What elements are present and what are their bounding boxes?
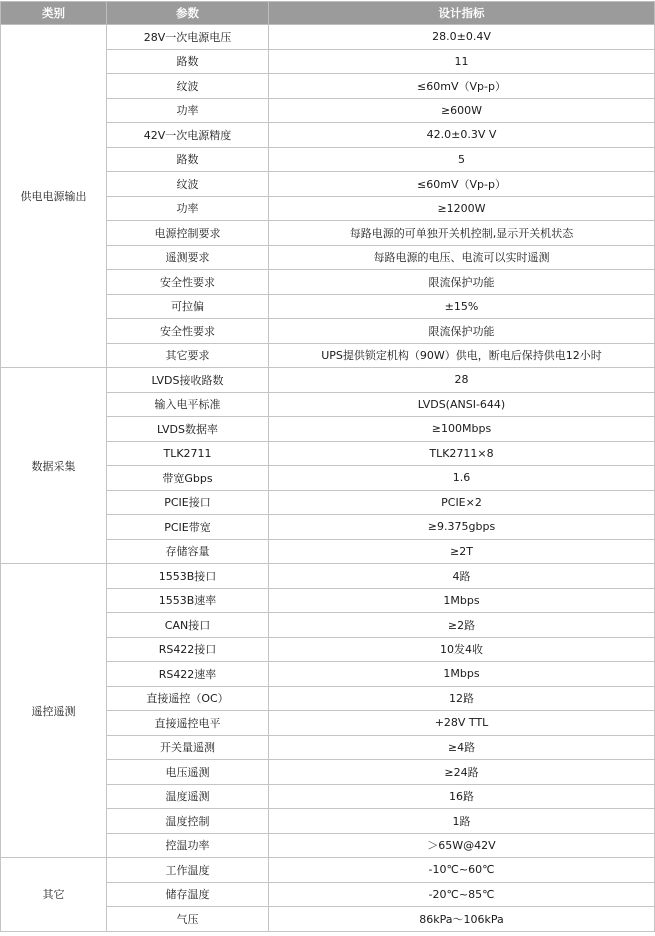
spec-value-cell: TLK2711×8: [269, 441, 655, 466]
spec-value-cell: 每路电源的可单独开关机控制,显示开关机状态: [269, 221, 655, 246]
spec-value-cell: 11: [269, 49, 655, 74]
parameter-cell: 直接遥控电平: [107, 711, 269, 736]
spec-value-cell: 42.0±0.3V V: [269, 123, 655, 148]
parameter-cell: 带宽Gbps: [107, 466, 269, 491]
spec-value-cell: ≥9.375gbps: [269, 515, 655, 540]
parameter-cell: 其它要求: [107, 343, 269, 368]
parameter-cell: 开关量遥测: [107, 735, 269, 760]
spec-value-cell: -20℃~85℃: [269, 882, 655, 907]
table-header: [1, 2, 655, 25]
parameter-cell: TLK2711: [107, 441, 269, 466]
spec-value-cell: 限流保护功能: [269, 270, 655, 295]
category-cell: 数据采集: [1, 368, 107, 564]
spec-value-cell: 12路: [269, 686, 655, 711]
spec-value-cell: 每路电源的电压、电流可以实时遥测: [269, 245, 655, 270]
spec-value-cell: ≥600W: [269, 98, 655, 123]
parameter-cell: 纹波: [107, 172, 269, 197]
category-cell: 其它: [1, 858, 107, 932]
parameter-cell: 电压遥测: [107, 760, 269, 785]
parameter-cell: 安全性要求: [107, 270, 269, 295]
spec-value-cell: 28: [269, 368, 655, 393]
category-cell: 遥控遥测: [1, 564, 107, 858]
category-cell: 供电电源输出: [1, 25, 107, 368]
parameter-cell: 功率: [107, 98, 269, 123]
spec-value-cell: PCIE×2: [269, 490, 655, 515]
header-parameter: 参数: [107, 2, 269, 25]
parameter-cell: LVDS接收路数: [107, 368, 269, 393]
table-row: [1, 25, 655, 50]
parameter-cell: 1553B接口: [107, 564, 269, 589]
spec-value-cell: 4路: [269, 564, 655, 589]
spec-value-cell: ≥24路: [269, 760, 655, 785]
spec-value-cell: 1路: [269, 809, 655, 834]
parameter-cell: 气压: [107, 907, 269, 932]
parameter-cell: RS422接口: [107, 637, 269, 662]
parameter-cell: CAN接口: [107, 613, 269, 638]
parameter-cell: 路数: [107, 49, 269, 74]
header-row: [1, 2, 655, 25]
parameter-cell: 1553B速率: [107, 588, 269, 613]
parameter-cell: 温度遥测: [107, 784, 269, 809]
parameter-cell: 控温功率: [107, 833, 269, 858]
parameter-cell: 42V一次电源精度: [107, 123, 269, 148]
parameter-cell: 储存温度: [107, 882, 269, 907]
spec-value-cell: ≥100Mbps: [269, 417, 655, 442]
parameter-cell: 直接遥控（OC）: [107, 686, 269, 711]
parameter-cell: 输入电平标准: [107, 392, 269, 417]
spec-value-cell: ≥4路: [269, 735, 655, 760]
spec-value-cell: ±15%: [269, 294, 655, 319]
table-body: [1, 25, 655, 932]
parameter-cell: 路数: [107, 147, 269, 172]
spec-value-cell: 16路: [269, 784, 655, 809]
header-category: 类别: [1, 2, 107, 25]
parameter-cell: 工作温度: [107, 858, 269, 883]
table-row: [1, 858, 655, 883]
parameter-cell: 安全性要求: [107, 319, 269, 344]
spec-value-cell: ≥2T: [269, 539, 655, 564]
spec-value-cell: ≤60mV（Vp-p）: [269, 74, 655, 99]
parameter-cell: 存储容量: [107, 539, 269, 564]
header-spec: 设计指标: [269, 2, 655, 25]
spec-value-cell: 10发4收: [269, 637, 655, 662]
spec-value-cell: 限流保护功能: [269, 319, 655, 344]
table-row: [1, 564, 655, 589]
spec-value-cell: ＞65W@42V: [269, 833, 655, 858]
parameter-cell: PCIE接口: [107, 490, 269, 515]
parameter-cell: PCIE带宽: [107, 515, 269, 540]
spec-value-cell: ≥1200W: [269, 196, 655, 221]
spec-value-cell: ≤60mV（Vp-p）: [269, 172, 655, 197]
spec-value-cell: +28V TTL: [269, 711, 655, 736]
parameter-cell: 温度控制: [107, 809, 269, 834]
parameter-cell: 电源控制要求: [107, 221, 269, 246]
parameter-cell: 可拉偏: [107, 294, 269, 319]
spec-value-cell: ≥2路: [269, 613, 655, 638]
table-row: [1, 368, 655, 393]
parameter-cell: 功率: [107, 196, 269, 221]
spec-value-cell: 1Mbps: [269, 662, 655, 687]
parameter-cell: LVDS数据率: [107, 417, 269, 442]
parameter-cell: 28V一次电源电压: [107, 25, 269, 50]
spec-value-cell: UPS提供锁定机构（90W）供电，断电后保持供电12小时: [269, 343, 655, 368]
parameter-cell: RS422速率: [107, 662, 269, 687]
spec-value-cell: 28.0±0.4V: [269, 25, 655, 50]
spec-value-cell: 5: [269, 147, 655, 172]
spec-value-cell: LVDS(ANSI-644): [269, 392, 655, 417]
parameter-cell: 遥测要求: [107, 245, 269, 270]
spec-value-cell: -10℃~60℃: [269, 858, 655, 883]
parameter-cell: 纹波: [107, 74, 269, 99]
spec-value-cell: 86kPa～106kPa: [269, 907, 655, 932]
spec-table: [0, 1, 655, 932]
spec-value-cell: 1.6: [269, 466, 655, 491]
spec-value-cell: 1Mbps: [269, 588, 655, 613]
